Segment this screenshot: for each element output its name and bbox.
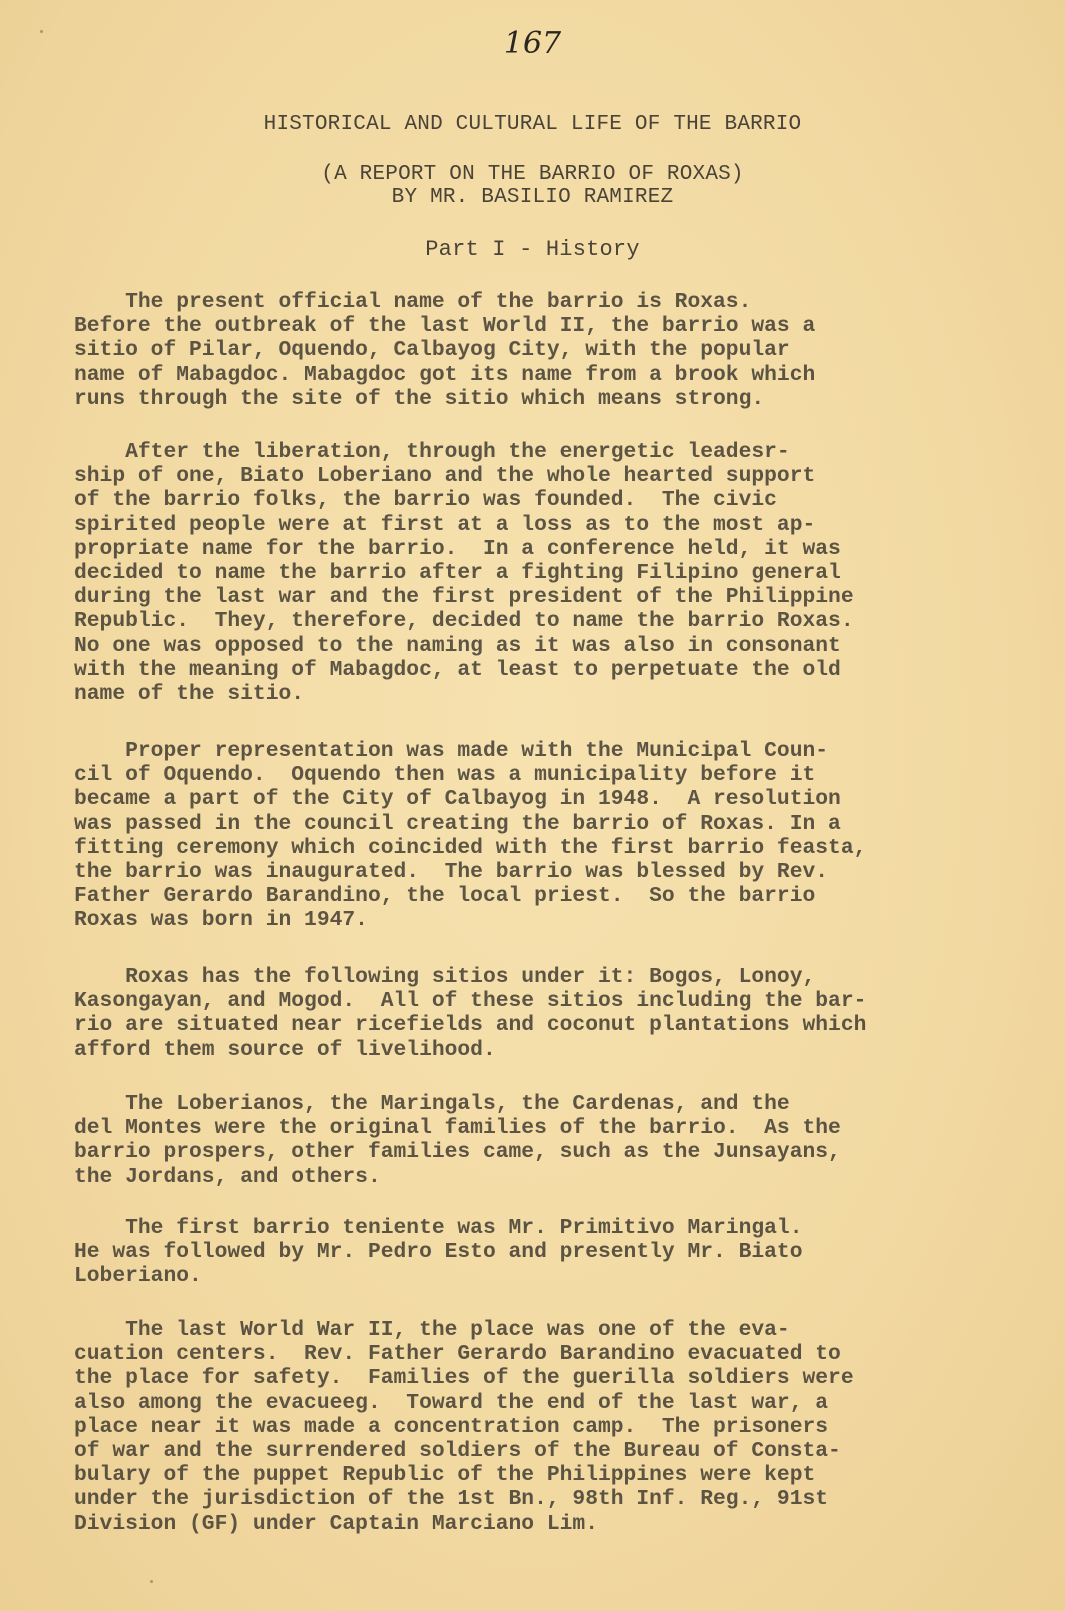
paragraph-families: The Loberianos, the Maringals, the Cardenas, and the del Montes were the original families of the barrio. As the barrio prospers, other families came, such as the Junsayans, the Jordans, and others.: [74, 1092, 841, 1189]
paragraph-founding: Proper representation was made with the Municipal Coun- cil of Oquendo. Oquendo then was a municipality before it became a part of the City of Calbayog in 1948. A resolution was passed in the council creating the barrio of Roxas. In a fitting ceremony which coincided with the first barrio feasta, the barrio was inaugurated. The barrio was blessed by Rev. Father Gerardo Barandino, the local priest. So the barrio Roxas was born in 1947.: [74, 739, 867, 933]
paragraph-official-name: The present official name of the barrio is Roxas. Before the outbreak of the last World II, the barrio was a sitio of Pilar, Oquendo, Calbayog City, with the popular name of Mabagdoc. Mabagdoc got its name from a brook which runs through the site of the sitio which means strong.: [74, 290, 816, 411]
paragraph-sitios: Roxas has the following sitios under it: Bogos, Lonoy, Kasongayan, and Mogod. All of these sitios including the bar- rio are situated near ricefields and coconut plantations which afford them source of livelihood.: [74, 965, 867, 1062]
paper-speck: [150, 1580, 153, 1583]
paragraph-war-history: The last World War II, the place was one of the eva- cuation centers. Rev. Father Gerardo Barandino evacuated to the place for safety. Families of the guerilla soldiers were also among the evacueeg. Toward the end of the last war, a place near it was made a concentration camp. The prisoners of war and the surrendered soldiers of the Bureau of Consta- bulary of the puppet Republic of the Philippines were kept under the jurisdiction of the 1st Bn., 98th Inf. Reg., 91st Division (GF) under Captain Marciano Lim.: [74, 1318, 854, 1536]
document-title: HISTORICAL AND CULTURAL LIFE OF THE BARRIO: [263, 113, 802, 136]
paragraph-naming: After the liberation, through the energetic leadesr- ship of one, Biato Loberiano and the whole hearted support of the barrio folks, the barrio was founded. The civic spirited people were at first at a loss as to the most ap- propriate name for the barrio. In a conference held, it was decided to name the barrio after a fighting Filipino general during the last war and the first president of the Philippine Republic. They, therefore, decided to name the barrio Roxas. No one was opposed to the naming as it was also in consonant with the meaning of Mabagdoc, at least to perpetuate the old name of the sitio.: [74, 440, 854, 707]
author-line: BY MR. BASILIO RAMIREZ: [391, 186, 674, 209]
report-subtitle: (A REPORT ON THE BARRIO OF ROXAS): [321, 163, 744, 186]
part-heading: Part I - History: [425, 237, 640, 262]
paper-speck: [40, 30, 43, 33]
paragraph-tenientes: The first barrio teniente was Mr. Primitivo Maringal. He was followed by Mr. Pedro Esto and presently Mr. Biato Loberiano.: [74, 1216, 803, 1289]
page-number: 167: [503, 26, 562, 61]
